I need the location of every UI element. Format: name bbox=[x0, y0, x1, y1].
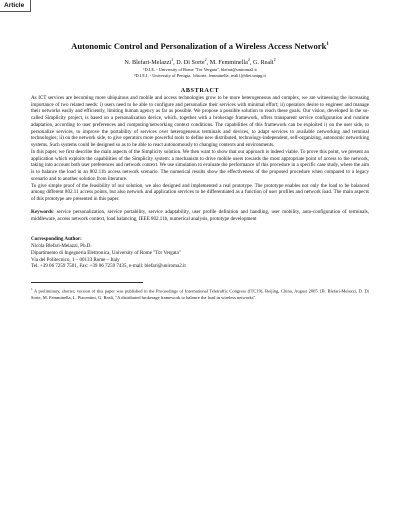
author-separator: , bbox=[173, 58, 177, 66]
author-name: G. Reali bbox=[252, 58, 274, 66]
paper-page bbox=[31, 30, 369, 301]
abstract-paragraph: As ICT services are becoming more ubiquitous and mobile and access technologies grow to be more heterogeneous and complex, we are witnessing the increasing importance of two related needs: i) users need to be able to configure and personalize their services with minimal effort; ii) operators desire to engineer and manage their networks easily and efficiently, limiting human agency as far as possible. We propose a possible solution to reach these goals. Our vision, developed in the so-called Simplicity project, is based on a personalization device, which, together with a brokerage framework, offers transparent service configuration and runtime adaptation, according to user preferences and computing/networking context conditions. The capabilities of this framework can be exploited i) on the user side, to personalize services, to improve the portability of services over heterogeneous terminals and devices, to adapt services to available networking and terminal technologies; ii) on the network side, to give operators more powerful tools to define new distributed, technology-independent, self-organizing, autonomic networking systems. Such systems could be designed so as to be able to react autonomously to changing contexts and environments. bbox=[31, 94, 369, 149]
author-list bbox=[31, 56, 369, 67]
author-affil-mark: 2 bbox=[247, 56, 250, 62]
author-affil-mark: 2 bbox=[204, 56, 207, 62]
abstract-heading: ABSTRACT bbox=[180, 86, 220, 94]
author-affil-mark: 1 bbox=[171, 56, 174, 62]
footnote-rule bbox=[31, 282, 143, 283]
footnote bbox=[31, 286, 369, 301]
author-affil-mark: 2 bbox=[273, 56, 276, 62]
author-separator: , bbox=[249, 58, 253, 66]
abstract-paragraph: To give simple proof of the feasibility of our solution, we also designed and implemented a real prototype. The prototype enables not only the load to be balanced among different 802.11 access points, but also network and application services to be differentiated as a function of user profiles and network load. The main aspects of this prototype are presented in this paper. bbox=[31, 182, 369, 203]
corresponding-author-block bbox=[31, 236, 369, 270]
footnote-text: A preliminary, shorter, version of this paper was published in the Proceedings of International Teletraffic Congress (ITC19), Beijing, China, August 2005. [B. Blefari-Melazzi, D. Di Sorte, M. Femminella, L. Piacentini, G. Reali, "A distributed brokerage framework to balance the load in wireless networks". bbox=[31, 288, 369, 300]
article-header-tab: Article bbox=[0, 0, 31, 12]
title-footnote-mark: 1 bbox=[326, 42, 329, 47]
author-name: D. Di Sorte bbox=[176, 58, 205, 66]
corresponding-author-line: Via del Politecnico, 1 – 00133 Rome – Italy bbox=[31, 256, 120, 263]
paper-title bbox=[31, 39, 369, 52]
abstract-paragraph: In this paper, we first describe the main aspects of the Simplicity solution. We then want to show that our approach is indeed viable. To prove this point, we present an application which exploits the capabilities of the Simplicity system: a mechanism to drive mobile users towards the most appropriate point of access to the network, taking into account both user preferences and network context. We use simulation to evaluate the performance of this procedure in a specific case study, where the aim is to balance the load in an 802.11b access network scenario. The numerical results show the effectiveness of the proposed procedure when compared to a legacy scenario and to another solution from literature. bbox=[31, 148, 369, 182]
keywords-label: Keywords bbox=[31, 208, 53, 215]
affiliation-line: ²D.I.E.I. - University of Perugia, {disorte, femminella, reali}@diei.unipg.it bbox=[134, 72, 266, 78]
keywords-text: : service personalization, service portability, service adaptability, user profile definition and handling, user mobility, auto-configuration of terminals, middleware, access network context, load balancing, IEEE 802.11b, numerical analysis, prototype development bbox=[31, 208, 369, 222]
corresponding-author-line: Nicola Blefari-Melazzi, Ph.D. bbox=[31, 243, 92, 250]
author-name: N. Blefari-Melazzi bbox=[124, 58, 172, 66]
affiliation-line: ¹D.I.E. - University of Rome "Tor Vergata", blefari@uniroma2.it bbox=[143, 66, 257, 72]
corresponding-author-heading: Corresponding Author: bbox=[31, 236, 82, 243]
corresponding-author-line: Dipartimento di Ingegneria Elettronica, University of Rome "Tor Vergata" bbox=[31, 249, 181, 256]
author-separator: , bbox=[206, 58, 210, 66]
footnote-mark: 1 bbox=[31, 287, 33, 292]
keywords-paragraph bbox=[31, 209, 369, 223]
corresponding-author-line: Tel. +39 06 7259 7501, Fax: +39 06 7259 7435, e-mail: blefari@uniroma2.it bbox=[31, 263, 186, 270]
paper-title-text: Autonomic Control and Personalization of a Wireless Access Network bbox=[71, 40, 327, 51]
author-name: M. Femminella bbox=[209, 58, 248, 66]
